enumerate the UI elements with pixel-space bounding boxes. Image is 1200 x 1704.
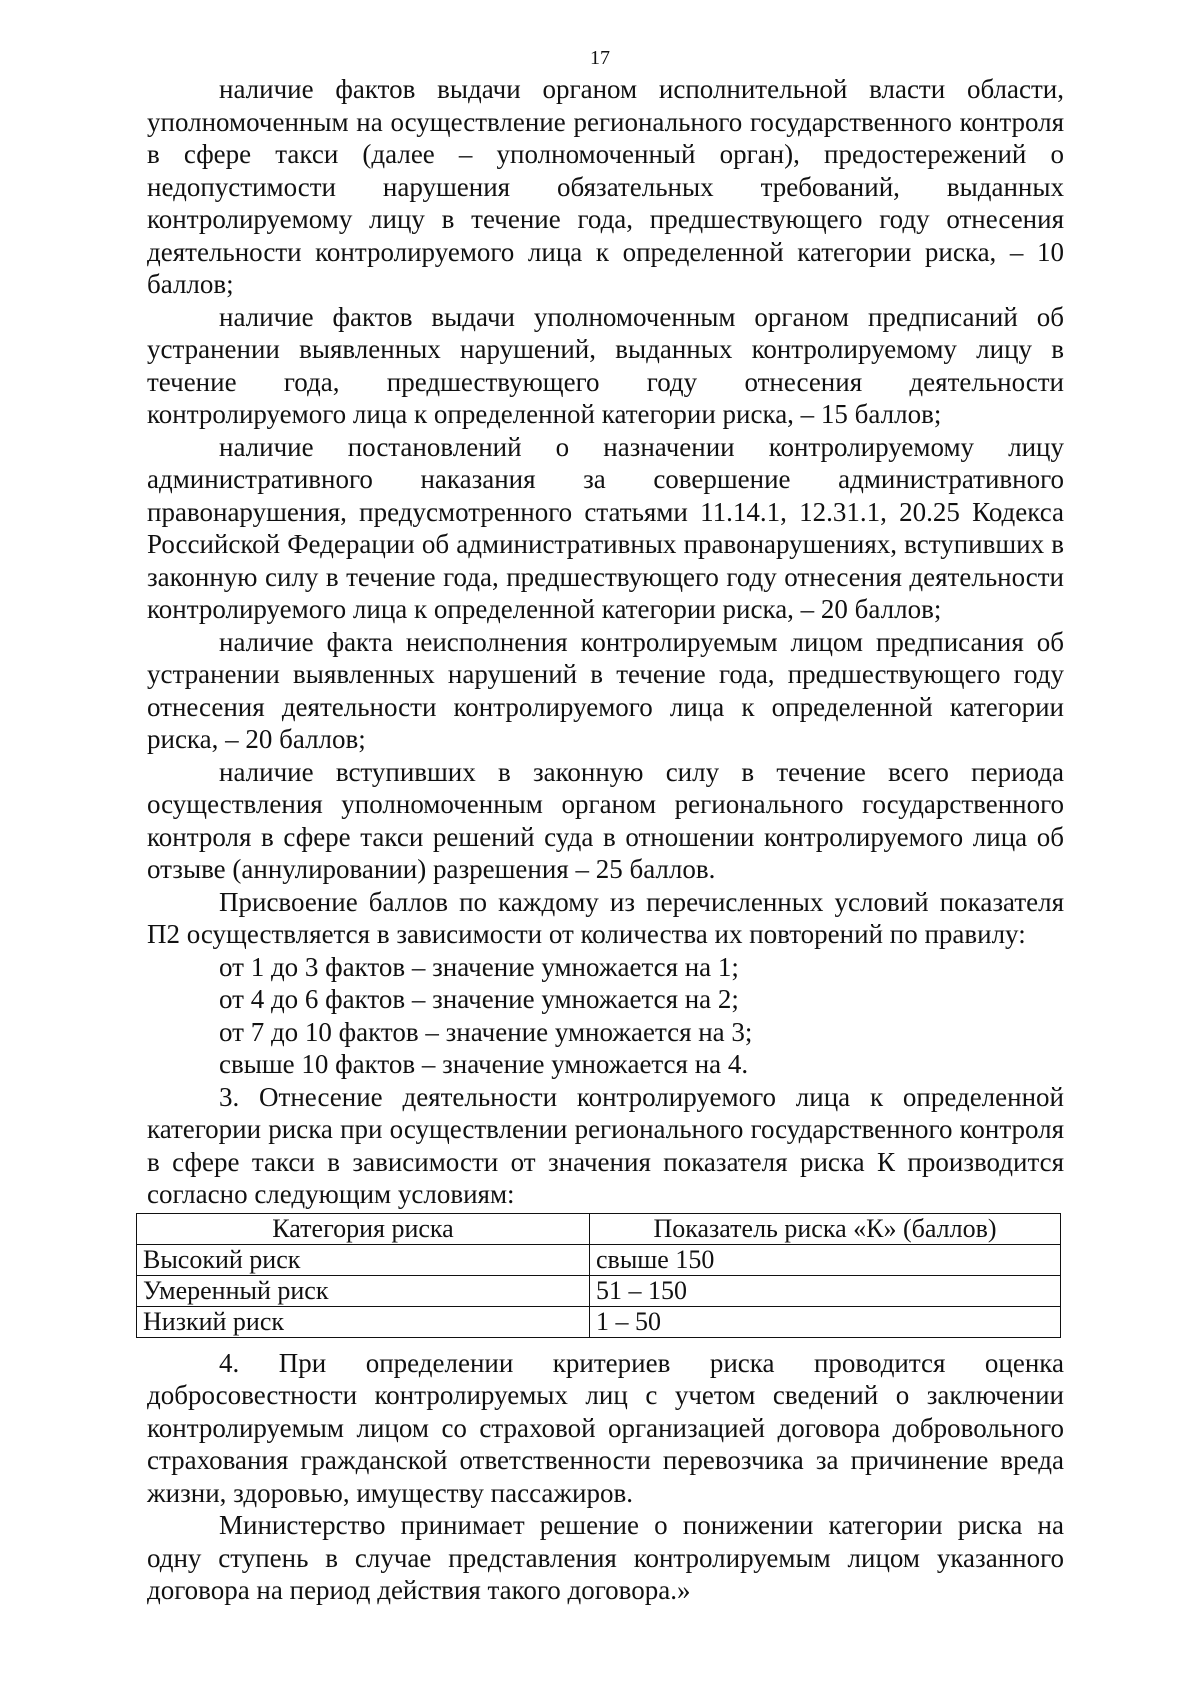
paragraph: 4. При определении критериев риска проводится оценка добросовестности контролируемых лиц с учетом сведений о заключении контролируемым лицом со страховой организацией договора добровольного страхования гражданской ответственности перевозчика за причинение вреда жизни, здоровью, имуществу пассажиров. [147,1347,1064,1508]
column-header-risk-score: Показатель риска «К» (баллов) [590,1213,1061,1244]
list-item: от 1 до 3 фактов – значение умножается на 1; [219,951,739,982]
paragraph: наличие вступивших в законную силу в течение всего периода осуществления уполномоченным органом регионального государственного контроля в сфере такси решений суда в отношении контролируемого лица об отзыве (аннулировании) разрешения – 25 баллов. [147,756,1064,884]
paragraph: наличие фактов выдачи органом исполнительной власти области, уполномоченным на осуществление регионального государственного контроля в сфере такси (далее – уполномоченный орган), предостережений о недопустимости нарушения обязательных требований, выданных контролируемому лицу в течение года, предшествующего году отнесения деятельности контролируемого лица к определенной категории риска, – 10 баллов; [147,74,1064,299]
page-number: 17 [590,47,610,69]
list-item: от 7 до 10 фактов – значение умножается на 3; [219,1016,753,1047]
table-row [137,1244,1061,1275]
paragraph: наличие фактов выдачи уполномоченным органом предписаний об устранении выявленных нарушений, выданных контролируемому лицу в течение года, предшествующего году отнесения деятельности контролируемого лица к определенной категории риска, – 15 баллов; [147,301,1064,429]
paragraph: наличие постановлений о назначении контролируемому лицу административного наказания за совершение административного правонарушения, предусмотренного статьями 11.14.1, 12.31.1, 20.25 Кодекса Российской Федерации об административных правонарушениях, вступивших в законную силу в течение года, предшествующего году отнесения деятельности контролируемого лица к определенной категории риска, – 20 баллов; [147,431,1064,624]
risk-category-table [136,1213,1061,1338]
table-cell: 51 – 150 [590,1275,1061,1306]
paragraph: Присвоение баллов по каждому из перечисленных условий показателя П2 осуществляется в зависимости от количества их повторений по правилу: [147,886,1064,949]
table-header-row [137,1213,1061,1244]
table-cell: Низкий риск [137,1306,590,1337]
column-header-risk-category: Категория риска [137,1213,590,1244]
table-row [137,1306,1061,1337]
table-cell: свыше 150 [590,1244,1061,1275]
paragraph: 3. Отнесение деятельности контролируемого лица к определенной категории риска при осуществлении регионального государственного контроля в сфере такси в зависимости от значения показателя риска К производится согласно следующим условиям: [147,1081,1064,1209]
list-item: от 4 до 6 фактов – значение умножается на 2; [219,984,739,1014]
table-row [137,1275,1061,1306]
list-item: свыше 10 фактов – значение умножается на 4. [219,1049,749,1079]
paragraph: наличие факта неисполнения контролируемым лицом предписания об устранении выявленных нарушений в течение года, предшествующего году отнесения деятельности контролируемого лица к определенной категории риска, – 20 баллов; [147,626,1064,754]
table-cell: Высокий риск [137,1244,590,1275]
table-cell: 1 – 50 [590,1306,1061,1337]
table-cell: Умеренный риск [137,1275,590,1306]
paragraph: Министерство принимает решение о понижении категории риска на одну ступень в случае представления контролируемым лицом указанного договора на период действия такого договора.» [147,1510,1064,1605]
document-body [143,73,1064,1607]
